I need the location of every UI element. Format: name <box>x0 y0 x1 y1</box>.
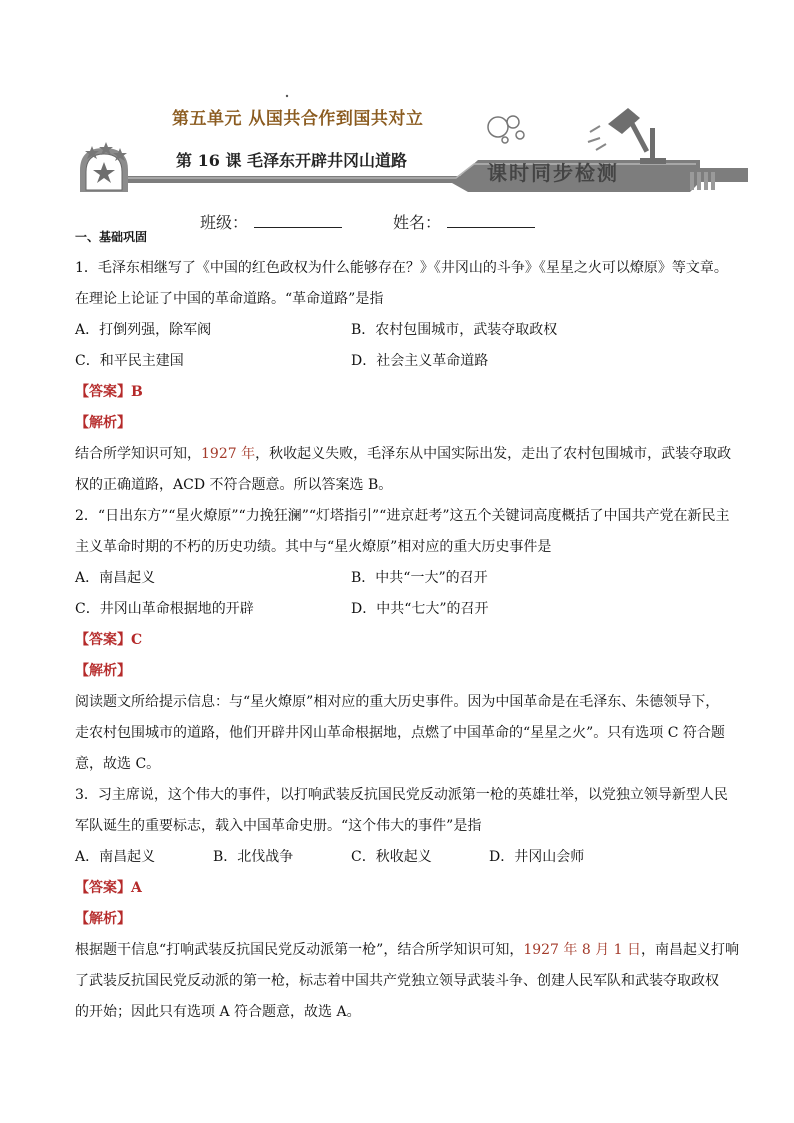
name-label: 姓名： <box>393 213 442 232</box>
option-c: C．井冈山革命根据地的开辟 <box>75 601 254 617</box>
option-d: D．中共“七大”的召开 <box>351 601 489 617</box>
option-row <box>75 594 725 625</box>
desk-lamp-icon <box>588 108 666 164</box>
option-d: D．社会主义革命道路 <box>351 353 489 369</box>
option-d: D．井冈山会师 <box>489 849 585 865</box>
explanation-line: 走农村包围城市的道路，他们开辟井冈山革命根据地，点燃了中国革命的“星星之火”。只有选项 C 符合题 <box>75 725 725 741</box>
question-stem-line: 2．“日出东方”“星火燎原”“力挽狂澜”“灯塔指引”“进京赶考”这五个关键词高度概括了中国共产党在新民主 <box>75 508 730 524</box>
answer-tag: 【答案】C <box>75 632 143 648</box>
option-row <box>75 346 725 377</box>
answer-tag: 【答案】B <box>75 384 143 400</box>
question-stem-line: 1．毛泽东相继写了《中国的红色政权为什么能够存在？》《井冈山的斗争》《星星之火可以燎原》等文章。 <box>75 260 728 276</box>
question-1 <box>75 253 732 501</box>
bubbles-icon <box>488 116 524 143</box>
option-b: B．农村包围城市，武装夺取政权 <box>351 322 558 338</box>
content <box>75 228 740 1028</box>
question-3 <box>75 780 740 1028</box>
lesson-title: 第 16 课 毛泽东开辟井冈山道路 <box>176 151 407 170</box>
section-title: 一、基础巩固 <box>75 230 148 244</box>
explanation-line: 的开始；因此只有选项 A 符合题意，故选 A。 <box>75 1004 361 1020</box>
explanation-line: 根据题干信息“打响武装反抗国民党反动派第一枪”，结合所学知识可知，1927 年 8 月 1 日，南昌起义打响 <box>75 942 740 958</box>
option-a: A．打倒列强，除军阀 <box>75 322 212 338</box>
question-stem-line: 在理论上论证了中国的革命道路。“革命道路”是指 <box>75 291 384 307</box>
explanation-line: 结合所学知识可知，1927 年，秋收起义失败，毛泽东从中国实际出发，走出了农村包围城市，武装夺取政 <box>75 446 732 462</box>
option-c: C．和平民主建国 <box>75 353 184 369</box>
sync-check-label: 课时同步检测 <box>487 161 619 185</box>
analysis-tag: 【解析】 <box>75 663 131 679</box>
class-blank[interactable] <box>254 213 342 228</box>
analysis-tag: 【解析】 <box>75 911 131 927</box>
option-b: B．北伐战争 <box>213 849 294 865</box>
question-stem-line: 主义革命时期的不朽的历史功绩。其中与“星火燎原”相对应的重大历史事件是 <box>75 539 552 555</box>
option-row <box>75 563 725 594</box>
class-label: 班级： <box>200 213 249 232</box>
answer-tag: 【答案】A <box>75 880 142 896</box>
option-row <box>75 842 725 873</box>
option-b: B．中共“一大”的召开 <box>351 570 488 586</box>
question-stem-line: 3．习主席说，这个伟大的事件，以打响武装反抗国民党反动派第一枪的英雄壮举，以党独立领导新型人民 <box>75 787 728 803</box>
option-row <box>75 315 725 346</box>
explanation-line: 了武装反抗国民党反动派的第一枪，标志着中国共产党独立领导武装斗争、创建人民军队和武装夺取政权 <box>75 973 719 989</box>
unit-title: 第五单元 从国共合作到国共对立 <box>172 109 424 129</box>
explanation-line: 意，故选 C。 <box>75 756 161 772</box>
question-2 <box>75 501 730 780</box>
option-a: A．南昌起义 <box>75 570 156 586</box>
analysis-tag: 【解析】 <box>75 415 131 431</box>
question-stem-line: 军队诞生的重要标志，载入中国革命史册。“这个伟大的事件”是指 <box>75 818 482 834</box>
explanation-line: 阅读题文所给提示信息：与“星火燎原”相对应的重大历史事件。因为中国革命是在毛泽东、朱德领导下， <box>75 694 720 710</box>
name-blank[interactable] <box>447 213 535 228</box>
option-c: C．秋收起义 <box>351 849 432 865</box>
explanation-line: 权的正确道路，ACD 不符合题意。所以答案选 B。 <box>75 477 393 493</box>
option-a: A．南昌起义 <box>75 849 156 865</box>
star-badge-icon <box>80 142 128 192</box>
